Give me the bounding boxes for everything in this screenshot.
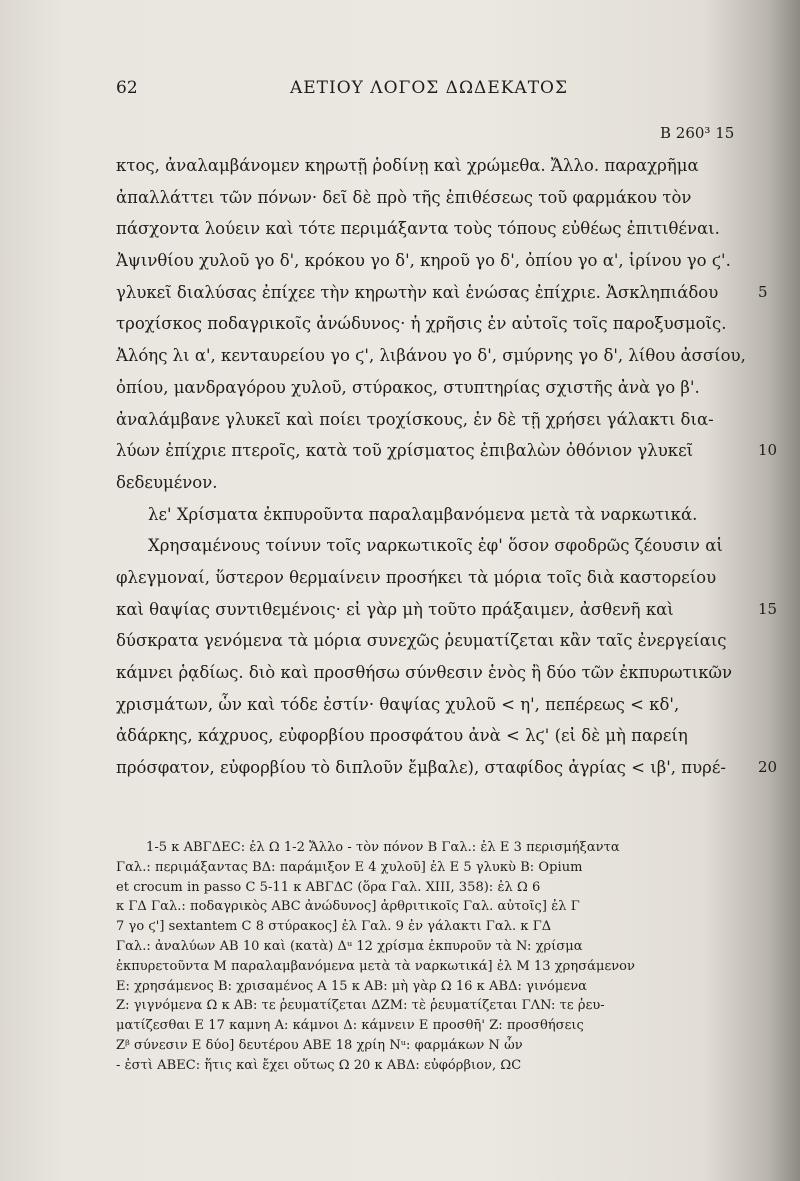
line-text: καὶ θαψίας συντιθεμένοις· εἰ γὰρ μὴ τοῦτο πράξαιμεν, ἀσθενῆ καὶ <box>116 599 674 619</box>
text-line <box>116 467 764 499</box>
text-line <box>116 657 764 689</box>
line-text: χρισμάτων, ὧν καὶ τόδε ἐστίν· θαψίας χυλοῦ < η', πεπέρεως < κδ', <box>116 694 680 714</box>
line-text: λε' Χρίσματα ἐκπυροῦντα παραλαμβανόμενα μετὰ τὰ ναρκωτικά. <box>148 504 698 524</box>
text-line <box>116 625 764 657</box>
page-header <box>0 78 800 102</box>
text-line <box>116 752 778 784</box>
line-text: ἀπαλλάττει τῶν πόνων· δεῖ δὲ πρὸ τῆς ἐπιθέσεως τοῦ φαρμάκου τὸν <box>116 187 692 207</box>
text-line <box>116 689 764 721</box>
line-text: κτος, ἀναλαμβάνομεν κηρωτῇ ῥοδίνῃ καὶ χρώμεθα. Ἄλλο. παραχρῆμα <box>116 156 699 175</box>
line-text: κάμνει ῥᾳδίως. διὸ καὶ προσθήσω σύνθεσιν ἑνὸς ἢ δύο τῶν ἐκπυρωτικῶν <box>116 663 733 682</box>
line-text: λύων ἐπίχριε πτεροῖς, κατὰ τοῦ χρίσματος ἐπιβαλὼν ὀθόνιον γλυκεῖ <box>116 441 694 461</box>
main-text <box>116 150 778 784</box>
line-text: ἀναλάμβανε γλυκεῖ καὶ ποίει τροχίσκους, ἐν δὲ τῇ χρήσει γάλακτι δια- <box>116 409 714 429</box>
page-number: 62 <box>116 78 138 98</box>
line-text: ὀπίου, μανδραγόρου χυλοῦ, στύρακος, στυπτηρίας σχιστῆς ἀνὰ γο β'. <box>116 377 700 397</box>
line-text: γλυκεῖ διαλύσας ἐπίχεε τὴν κηρωτὴν καὶ ἑνώσας ἐπίχριε. Ἀσκληπιάδου <box>116 282 719 302</box>
line-text: δύσκρατα γενόμενα τὰ μόρια συνεχῶς ῥευματίζεται κἂν ταῖς ἐνεργείαις <box>116 631 727 651</box>
text-line <box>116 150 764 182</box>
text-line <box>116 213 764 245</box>
apparatus-line: - ἐστὶ ABEC: ἥτις καὶ ἔχει οὕτως Ω 20 κ ABΔ: εὐφόρβιον, ΩC <box>116 1057 522 1073</box>
line-text: Ἀλόης λι α', κενταυρείου γο ϛ', λιβάνου γο δ', σμύρνης γο δ', λίθου ἀσσίου, <box>116 346 746 366</box>
line-text: ἀδάρκης, κάχρυος, εὐφορβίου προσφάτου ἀνὰ < λϛ' (εἰ δὲ μὴ παρείη <box>116 726 688 746</box>
line-text: πρόσφατον, εὐφορβίου τὸ διπλοῦν ἔμβαλε), σταφίδος ἀγρίας < ιβ', πυρέ- <box>116 758 726 778</box>
section-heading <box>116 499 764 531</box>
margin-reference: B 260³ 15 <box>660 124 735 142</box>
line-text: Χρησαμένους τοίνυν τοῖς ναρκωτικοῖς ἐφ' ὅσον σφοδρῶς ζέουσιν αἱ <box>148 536 723 556</box>
apparatus-line: et crocum in passo C 5-11 κ ΑΒΓΔC (ὅρα Γαλ. XIII, 358): ἐλ Ω 6 <box>116 879 541 895</box>
running-title: ΑΕΤΙΟΥ ΛΟΓΟΣ ΔΩΔΕΚΑΤΟΣ <box>290 78 569 98</box>
text-line <box>116 245 764 277</box>
text-line <box>116 562 764 594</box>
apparatus-line: Γαλ.: ἀναλύων AB 10 καὶ (κατὰ) Δᵘ 12 χρίσμα ἐκπυροῦν τὰ N: χρίσμα <box>116 938 583 954</box>
apparatus-line: ματίζεσθαι E 17 καμνη A: κάμνοι Δ: κάμνειν E προσθῆ' Z: προσθήσεις <box>116 1018 584 1034</box>
apparatus-line: ἐκπυρετοῦντα M παραλαμβανόμενα μετὰ τὰ ναρκωτικά] ἐλ M 13 χρησάμενον <box>116 958 636 974</box>
text-line <box>116 594 778 626</box>
critical-apparatus <box>116 838 768 1076</box>
line-text: φλεγμοναί, ὕστερον θερμαίνειν προσήκει τὰ μόρια τοῖς διὰ καστορείου <box>116 567 717 587</box>
text-line <box>116 530 764 562</box>
line-text: τροχίσκος ποδαγρικοῖς ἀνώδυνος· ἡ χρῆσις ἐν αὐτοῖς τοῖς παροξυσμοῖς. <box>116 314 727 334</box>
line-text: δεδευμένον. <box>116 472 218 492</box>
apparatus-line: 1-5 κ ΑΒΓΔΕC: ἐλ Ω 1-2 Ἄλλο - τὸν πόνον B Γαλ.: ἐλ E 3 περισμήξαντα <box>146 840 620 855</box>
apparatus-line: Zᵝ σύνεσιν E δύο] δευτέρου ABE 18 χρίη Nᵘ: φαρμάκων N ὧν <box>116 1037 523 1053</box>
text-line <box>116 435 778 467</box>
text-line <box>116 372 764 404</box>
text-line <box>116 720 764 752</box>
apparatus-line: κ ΓΔ Γαλ.: ποδαγρικὸς ABC ἀνώδυνος] ἀρθριτικοῖς Γαλ. αὐτοῖς] ἐλ Γ <box>116 899 580 915</box>
apparatus-line: E: χρησάμενος B: χρισαμένος A 15 κ AB: μὴ γὰρ Ω 16 κ ABΔ: γινόμενα <box>116 978 587 994</box>
line-text: Ἀψινθίου χυλοῦ γο δ', κρόκου γο δ', κηροῦ γο δ', ὀπίου γο α', ἰρίνου γο ϛ'. <box>116 251 731 271</box>
apparatus-line: Γαλ.: περιμάξαντας BΔ: παράμιξον E 4 χυλοῦ] ἐλ E 5 γλυκὺ B: Opium <box>116 859 583 875</box>
apparatus-line: Z: γιγνόμενα Ω κ AB: τε ῥευματίζεται ΔZM: τὲ ῥευματίζεται ΓΛN: τε ῥευ- <box>116 998 605 1014</box>
line-number: 20 <box>758 758 778 777</box>
text-line <box>116 340 764 372</box>
line-number: 5 <box>758 282 768 301</box>
text-line <box>116 404 764 436</box>
line-number: 10 <box>758 441 778 460</box>
line-text: πάσχοντα λούειν καὶ τότε περιμάξαντα τοὺς τόπους εὐθέως ἐπιτιθέναι. <box>116 219 720 239</box>
apparatus-line: 7 γο ϛ'] sextantem C 8 στύρακος] ἐλ Γαλ. 9 ἐν γάλακτι Γαλ. κ ΓΔ <box>116 919 552 935</box>
text-line <box>116 182 764 214</box>
line-number: 15 <box>758 599 778 618</box>
text-line <box>116 277 768 309</box>
text-line <box>116 308 764 340</box>
